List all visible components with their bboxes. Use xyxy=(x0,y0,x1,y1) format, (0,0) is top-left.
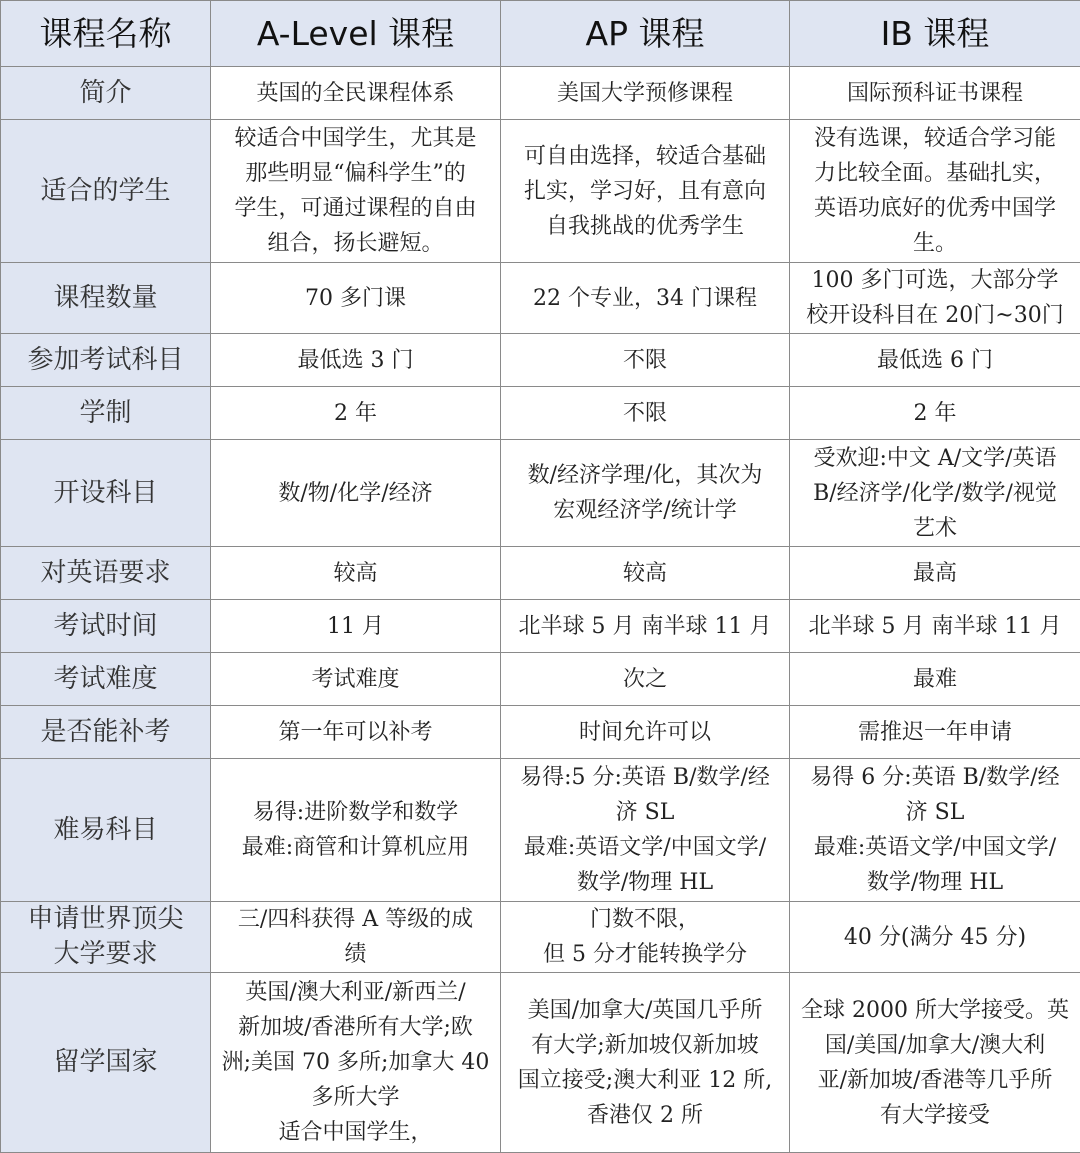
cell-line: 全球 2000 所大学接受。英 xyxy=(800,993,1070,1028)
cell-line: 最难:英语文学/中国文学/ xyxy=(800,830,1070,865)
cell-line: 国立接受;澳大利亚 12 所, xyxy=(511,1063,779,1098)
cell-ib xyxy=(790,759,1080,902)
table-row xyxy=(1,67,1080,120)
cell-line: 学制 xyxy=(11,396,200,431)
cell-ib xyxy=(790,547,1080,600)
cell-ap xyxy=(501,547,790,600)
cell-alevel xyxy=(211,547,501,600)
cell-alevel xyxy=(211,67,501,120)
cell-line: 大学要求 xyxy=(11,937,200,972)
row-label xyxy=(1,334,211,387)
cell-line: 英语功底好的优秀中国学 xyxy=(800,191,1070,226)
table-body xyxy=(1,67,1080,1153)
cell-line: 美国大学预修课程 xyxy=(511,76,779,111)
cell-line: 适合中国学生， xyxy=(221,1115,490,1150)
row-label xyxy=(1,67,211,120)
cell-line: 2 年 xyxy=(800,396,1070,431)
cell-ap xyxy=(501,973,790,1153)
cell-ap xyxy=(501,263,790,334)
row-label xyxy=(1,547,211,600)
cell-line: 最难:英语文学/中国文学/ xyxy=(511,830,779,865)
cell-line: 有大学接受 xyxy=(800,1098,1070,1133)
table-row xyxy=(1,759,1080,902)
cell-line: 较高 xyxy=(221,556,490,591)
cell-line: 受欢迎:中文 A/文学/英语 xyxy=(800,441,1070,476)
cell-line: 较适合中国学生，尤其是 xyxy=(221,121,490,156)
table-row xyxy=(1,973,1080,1153)
cell-line: 门数不限， xyxy=(511,902,779,937)
cell-line: 组合，扬长避短。 xyxy=(221,226,490,261)
cell-alevel xyxy=(211,902,501,973)
cell-line: 可自由选择，较适合基础 xyxy=(511,139,779,174)
cell-alevel xyxy=(211,334,501,387)
cell-ap xyxy=(501,387,790,440)
cell-line: 次之 xyxy=(511,662,779,697)
cell-alevel xyxy=(211,653,501,706)
cell-line: 70 多门课 xyxy=(221,281,490,316)
cell-ap xyxy=(501,334,790,387)
cell-line: 但 5 分才能转换学分 xyxy=(511,937,779,972)
cell-line: 洲;美国 70 多所;加拿大 40 xyxy=(221,1045,490,1080)
cell-line: 难易科目 xyxy=(11,813,200,848)
cell-line: 简介 xyxy=(11,76,200,111)
cell-line: 2 年 xyxy=(221,396,490,431)
cell-line: 需推迟一年申请 xyxy=(800,715,1070,750)
cell-ib xyxy=(790,902,1080,973)
cell-line: 自我挑战的优秀学生 xyxy=(511,209,779,244)
header-ib: IB 课程 xyxy=(790,1,1080,67)
table-row xyxy=(1,334,1080,387)
cell-line: 100 多门可选，大部分学 xyxy=(800,263,1070,298)
cell-line: 考试难度 xyxy=(221,662,490,697)
cell-line: 最难:商管和计算机应用 xyxy=(221,830,490,865)
cell-line: 香港仅 2 所 xyxy=(511,1098,779,1133)
cell-line: 不限 xyxy=(511,343,779,378)
cell-line: 济 SL xyxy=(511,795,779,830)
cell-line: 生。 xyxy=(800,226,1070,261)
row-label xyxy=(1,902,211,973)
cell-line: 力比较全面。基础扎实， xyxy=(800,156,1070,191)
cell-line: 开设科目 xyxy=(11,476,200,511)
cell-line: 北半球 5 月 南半球 11 月 xyxy=(511,609,779,644)
row-label xyxy=(1,120,211,263)
cell-ap xyxy=(501,706,790,759)
cell-line: 宏观经济学/统计学 xyxy=(511,493,779,528)
cell-ib xyxy=(790,334,1080,387)
row-label xyxy=(1,759,211,902)
row-label xyxy=(1,653,211,706)
cell-ap xyxy=(501,67,790,120)
row-label xyxy=(1,440,211,547)
cell-line: 是否能补考 xyxy=(11,715,200,750)
cell-ap xyxy=(501,653,790,706)
cell-alevel xyxy=(211,263,501,334)
cell-line: 22 个专业，34 门课程 xyxy=(511,281,779,316)
cell-line: 有大学;新加坡仅新加坡 xyxy=(511,1028,779,1063)
row-label xyxy=(1,263,211,334)
header-alevel: A-Level 课程 xyxy=(211,1,501,67)
table-row xyxy=(1,653,1080,706)
cell-line: 较高 xyxy=(511,556,779,591)
cell-line: 亚/新加坡/香港等几乎所 xyxy=(800,1063,1070,1098)
table-row xyxy=(1,706,1080,759)
row-label xyxy=(1,387,211,440)
cell-line: 11 月 xyxy=(221,609,490,644)
cell-line: 英国/澳大利亚/新西兰/ xyxy=(221,975,490,1010)
cell-line: 绩 xyxy=(221,937,490,972)
table-row xyxy=(1,440,1080,547)
watermark xyxy=(600,1132,960,1152)
cell-line: 申请世界顶尖 xyxy=(11,902,200,937)
cell-ap xyxy=(501,600,790,653)
row-label xyxy=(1,706,211,759)
table-row xyxy=(1,387,1080,440)
cell-ib xyxy=(790,600,1080,653)
row-label xyxy=(1,973,211,1153)
table-row xyxy=(1,547,1080,600)
cell-line: 最难 xyxy=(800,662,1070,697)
cell-ib xyxy=(790,653,1080,706)
cell-line: 适合的学生 xyxy=(11,174,200,209)
table-row xyxy=(1,263,1080,334)
cell-line: 扎实，学习好，且有意向 xyxy=(511,174,779,209)
cell-line: 40 分(满分 45 分) xyxy=(800,920,1070,955)
header-course-name: 课程名称 xyxy=(1,1,211,67)
header-row xyxy=(1,1,1080,67)
cell-line: 三/四科获得 A 等级的成 xyxy=(221,902,490,937)
cell-line: 济 SL xyxy=(800,795,1070,830)
cell-alevel xyxy=(211,440,501,547)
cell-line: 第一年可以补考 xyxy=(221,715,490,750)
cell-line: 国/美国/加拿大/澳大利 xyxy=(800,1028,1070,1063)
cell-line: 多所大学 xyxy=(221,1080,490,1115)
cell-ap xyxy=(501,902,790,973)
cell-ib xyxy=(790,440,1080,547)
cell-line: B/经济学/化学/数学/视觉 xyxy=(800,476,1070,511)
header-ap: AP 课程 xyxy=(501,1,790,67)
cell-line: 数/物/化学/经济 xyxy=(221,476,490,511)
cell-line: 时间允许可以 xyxy=(511,715,779,750)
cell-alevel xyxy=(211,387,501,440)
cell-line: 艺术 xyxy=(800,511,1070,546)
cell-line: 国际预科证书课程 xyxy=(800,76,1070,111)
table-row xyxy=(1,120,1080,263)
cell-ap xyxy=(501,759,790,902)
cell-line: 数学/物理 HL xyxy=(800,865,1070,900)
cell-line: 没有选课，较适合学习能 xyxy=(800,121,1070,156)
table-row xyxy=(1,600,1080,653)
cell-alevel xyxy=(211,973,501,1153)
cell-line: 新加坡/香港所有大学;欧 xyxy=(221,1010,490,1045)
row-label xyxy=(1,600,211,653)
cell-alevel xyxy=(211,600,501,653)
cell-line: 学生，可通过课程的自由 xyxy=(221,191,490,226)
cell-line: 易得:进阶数学和数学 xyxy=(221,795,490,830)
cell-alevel xyxy=(211,120,501,263)
cell-line: 北半球 5 月 南半球 11 月 xyxy=(800,609,1070,644)
cell-line: 对英语要求 xyxy=(11,556,200,591)
cell-ib xyxy=(790,263,1080,334)
cell-line: 易得:5 分:英语 B/数学/经 xyxy=(511,760,779,795)
cell-line: 数学/物理 HL xyxy=(511,865,779,900)
cell-ib xyxy=(790,120,1080,263)
cell-line: 那些明显“偏科学生”的 xyxy=(221,156,490,191)
cell-ap xyxy=(501,120,790,263)
table-row xyxy=(1,902,1080,973)
cell-line: 数/经济学理/化，其次为 xyxy=(511,458,779,493)
cell-ib xyxy=(790,67,1080,120)
cell-line: 最低选 6 门 xyxy=(800,343,1070,378)
cell-alevel xyxy=(211,706,501,759)
cell-ib xyxy=(790,973,1080,1153)
cell-ap xyxy=(501,440,790,547)
cell-line: 最高 xyxy=(800,556,1070,591)
cell-line: 不限 xyxy=(511,396,779,431)
cell-line: 英国的全民课程体系 xyxy=(221,76,490,111)
cell-line: 考试时间 xyxy=(11,609,200,644)
cell-line: 课程数量 xyxy=(11,281,200,316)
cell-line: 留学国家 xyxy=(11,1045,200,1080)
cell-line: 参加考试科目 xyxy=(11,343,200,378)
cell-alevel xyxy=(211,759,501,902)
cell-line: 考试难度 xyxy=(11,662,200,697)
cell-line: 最低选 3 门 xyxy=(221,343,490,378)
cell-ib xyxy=(790,706,1080,759)
cell-ib xyxy=(790,387,1080,440)
cell-line: 美国/加拿大/英国几乎所 xyxy=(511,993,779,1028)
cell-line: 校开设科目在 20门~30门 xyxy=(800,298,1070,333)
cell-line: 易得 6 分:英语 B/数学/经 xyxy=(800,760,1070,795)
